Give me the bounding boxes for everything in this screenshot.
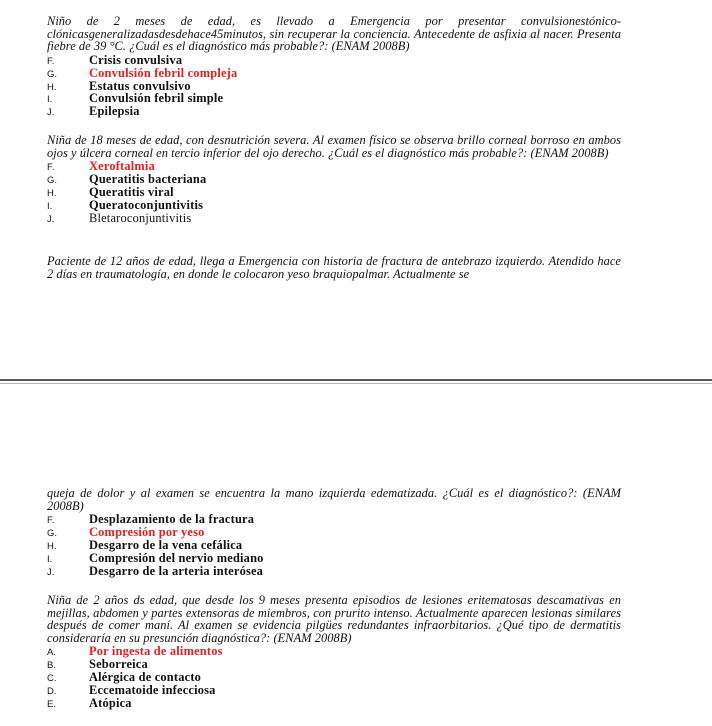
correct-answer: Xeroftalmia	[89, 159, 155, 174]
question-1	[47, 15, 621, 118]
page-bottom	[0, 398, 712, 726]
option-e[interactable]	[47, 697, 621, 710]
question-text: Niña de 18 meses de edad, con desnutrición severa. Al examen físico se observa brillo corneal borroso en ambos ojos y úlcera corneal en tercio inferior del ojo derecho. ¿Cuál es el diagnóstico más probable?: (ENAM 2008B)	[47, 133, 621, 160]
option-i[interactable]	[47, 552, 621, 565]
option-letter: H.	[47, 187, 57, 199]
question-text: Niña de 2 años ds edad, que desde los 9 meses presenta episodios de lesiones eritematosas descamativas en mejillas, abdomen y partes extensoras de miembros, con prurito intenso. Actualmente aparecen lesionas similares después de comer maní. Al examen se evidencia pilgües redundantes infraorbitarios. ¿Qué tipo de dermatitis consideraría en su presunción diagnóstica?: (ENAM 2008B)	[47, 593, 621, 645]
option-letter: D.	[47, 686, 57, 698]
option-i[interactable]	[47, 199, 621, 212]
option-letter: G.	[47, 68, 58, 80]
options-list	[47, 645, 621, 709]
option-j[interactable]	[47, 565, 621, 578]
option-letter: I.	[47, 553, 53, 565]
option-text: Convulsión febril simple	[89, 91, 224, 106]
option-text: Alérgica de contacto	[89, 670, 202, 685]
option-letter: J.	[47, 107, 55, 119]
correct-answer: Convulsión febril compleja	[89, 65, 238, 80]
question-3-part-2	[47, 487, 621, 578]
option-letter: E.	[47, 698, 56, 710]
option-g[interactable]	[47, 67, 621, 80]
option-text: Epilepsia	[89, 104, 140, 119]
correct-answer: Compresión por yeso	[89, 525, 205, 540]
question-text: Paciente de 12 años de edad, llega a Emergencia con historia de fractura de antebrazo izquierdo. Atendido hace 2 días en traumatología, en donde le colocaron yeso braquiopalmar. Actualmente se	[47, 254, 621, 281]
question-4	[47, 594, 621, 710]
option-letter: F.	[47, 162, 55, 174]
options-list	[47, 160, 621, 224]
option-text: Desgarro de la vena cefálica	[89, 537, 243, 552]
option-letter: H.	[47, 540, 57, 552]
page-break	[0, 372, 712, 398]
option-text: Queratoconjuntivitis	[89, 197, 204, 212]
option-letter: B.	[47, 660, 56, 672]
option-text: Desplazamiento de la fractura	[89, 512, 255, 527]
option-text: Estatus convulsivo	[89, 78, 191, 93]
option-text: Seborreica	[89, 657, 148, 672]
option-text: Queratitis viral	[89, 184, 174, 199]
option-letter: F.	[47, 55, 55, 67]
options-list	[47, 513, 621, 577]
option-letter: G.	[47, 175, 58, 187]
question-text: queja de dolor y al examen se encuentra la mano izquierda edematizada. ¿Cuál es el diagnóstico?: (ENAM 2008B)	[47, 486, 621, 513]
question-text: Niño de 2 meses de edad, es llevado a Emergencia por presentar convulsionestónico-clónicasgeneralizadasdesdehace45minutos, sin recuperar la conciencia. Antecedente de asfixia al nacer. Presenta fiebre de 39 °C. ¿Cuál es el diagnóstico más probable?: (ENAM 2008B)	[47, 14, 621, 54]
option-text: Atópica	[89, 695, 132, 710]
option-d[interactable]	[47, 684, 621, 697]
question-2	[47, 134, 621, 225]
option-text: Queratitis bacteriana	[89, 172, 207, 187]
correct-answer: Por ingesta de alimentos	[89, 644, 223, 659]
option-f[interactable]	[47, 54, 621, 67]
question-3-part-1	[47, 255, 621, 280]
option-h[interactable]	[47, 539, 621, 552]
option-letter: G.	[47, 528, 58, 540]
option-j[interactable]	[47, 212, 621, 225]
option-letter: J.	[47, 566, 55, 578]
option-letter: A.	[47, 647, 56, 659]
option-letter: I.	[47, 94, 53, 106]
option-text: Bletaroconjuntivitis	[89, 210, 192, 225]
options-list	[47, 54, 621, 118]
option-text: Eccematoide infecciosa	[89, 683, 216, 698]
option-letter: I.	[47, 200, 53, 212]
option-letter: H.	[47, 81, 57, 93]
option-h[interactable]	[47, 186, 621, 199]
option-text: Compresión del nervio mediano	[89, 550, 264, 565]
option-letter: J.	[47, 213, 55, 225]
option-text: Desgarro de la arteria interósea	[89, 563, 264, 578]
option-j[interactable]	[47, 105, 621, 118]
option-letter: C.	[47, 673, 57, 685]
option-letter: F.	[47, 515, 55, 527]
page-divider	[0, 379, 712, 381]
option-text: Crisis convulsiva	[89, 52, 183, 67]
page-divider-shadow	[0, 383, 712, 384]
